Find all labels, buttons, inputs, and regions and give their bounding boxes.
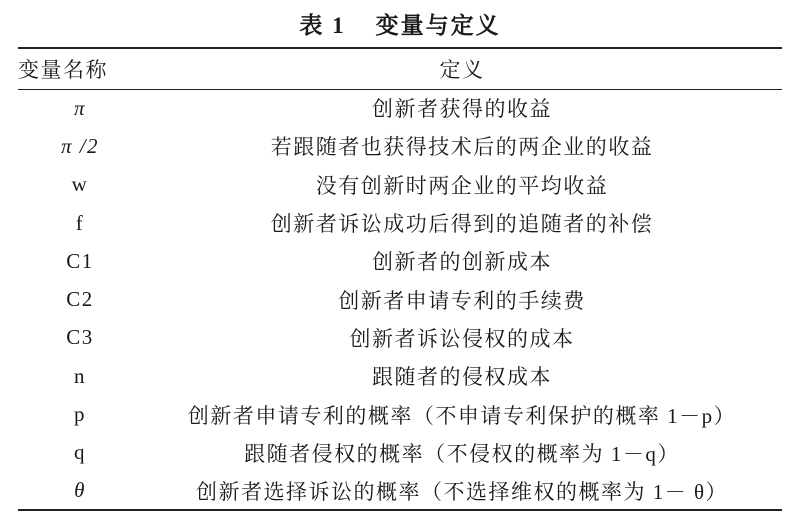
table-number: 表 1 (299, 12, 346, 38)
header-definition: 定义 (439, 57, 485, 82)
variable-cell: C1 (66, 248, 94, 273)
definition-cell: 创新者诉讼成功后得到的追随者的补偿 (270, 212, 654, 237)
table-row (18, 395, 782, 433)
definition-cell: 跟随者的侵权成本 (372, 365, 552, 390)
variable-cell: C2 (66, 287, 94, 312)
table-row (18, 166, 782, 204)
table-row (18, 434, 782, 472)
variable-cell: π /2 (60, 133, 100, 158)
definition-cell: 创新者申请专利的概率（不申请专利保护的概率 1－p） (187, 403, 737, 428)
table-row (18, 204, 782, 242)
table-row (18, 357, 782, 395)
variable-cell: π (73, 95, 87, 120)
definition-cell: 若跟随者也获得技术后的两企业的收益 (270, 135, 654, 160)
variable-cell: w (71, 172, 89, 197)
variable-cell: f (75, 210, 85, 235)
variable-cell: q (74, 440, 86, 465)
definition-cell: 创新者获得的收益 (372, 97, 552, 122)
table-header-row (18, 48, 782, 89)
definition-cell: 没有创新时两企业的平均收益 (315, 173, 609, 198)
definition-cell: 跟随者侵权的概率（不侵权的概率为 1－q） (244, 441, 680, 466)
table-row (18, 280, 782, 318)
table-title: 变量与定义 (375, 12, 501, 38)
table-row (18, 319, 782, 357)
table-row (18, 472, 782, 510)
variable-definition-table (18, 47, 782, 511)
definition-cell: 创新者诉讼侵权的成本 (349, 326, 575, 351)
definition-cell: 创新者申请专利的手续费 (338, 288, 586, 313)
variable-cell: n (74, 363, 86, 388)
definition-cell: 创新者的创新成本 (372, 250, 552, 275)
variable-cell: p (74, 402, 86, 427)
table-row (18, 89, 782, 127)
definition-cell: 创新者选择诉讼的概率（不选择维权的概率为 1－ θ） (195, 479, 729, 504)
header-variable-name: 变量名称 (18, 57, 108, 82)
variable-cell: C3 (66, 325, 94, 350)
table-row (18, 242, 782, 280)
table-row (18, 127, 782, 165)
variable-cell: θ (74, 478, 86, 503)
table-caption (0, 6, 800, 40)
